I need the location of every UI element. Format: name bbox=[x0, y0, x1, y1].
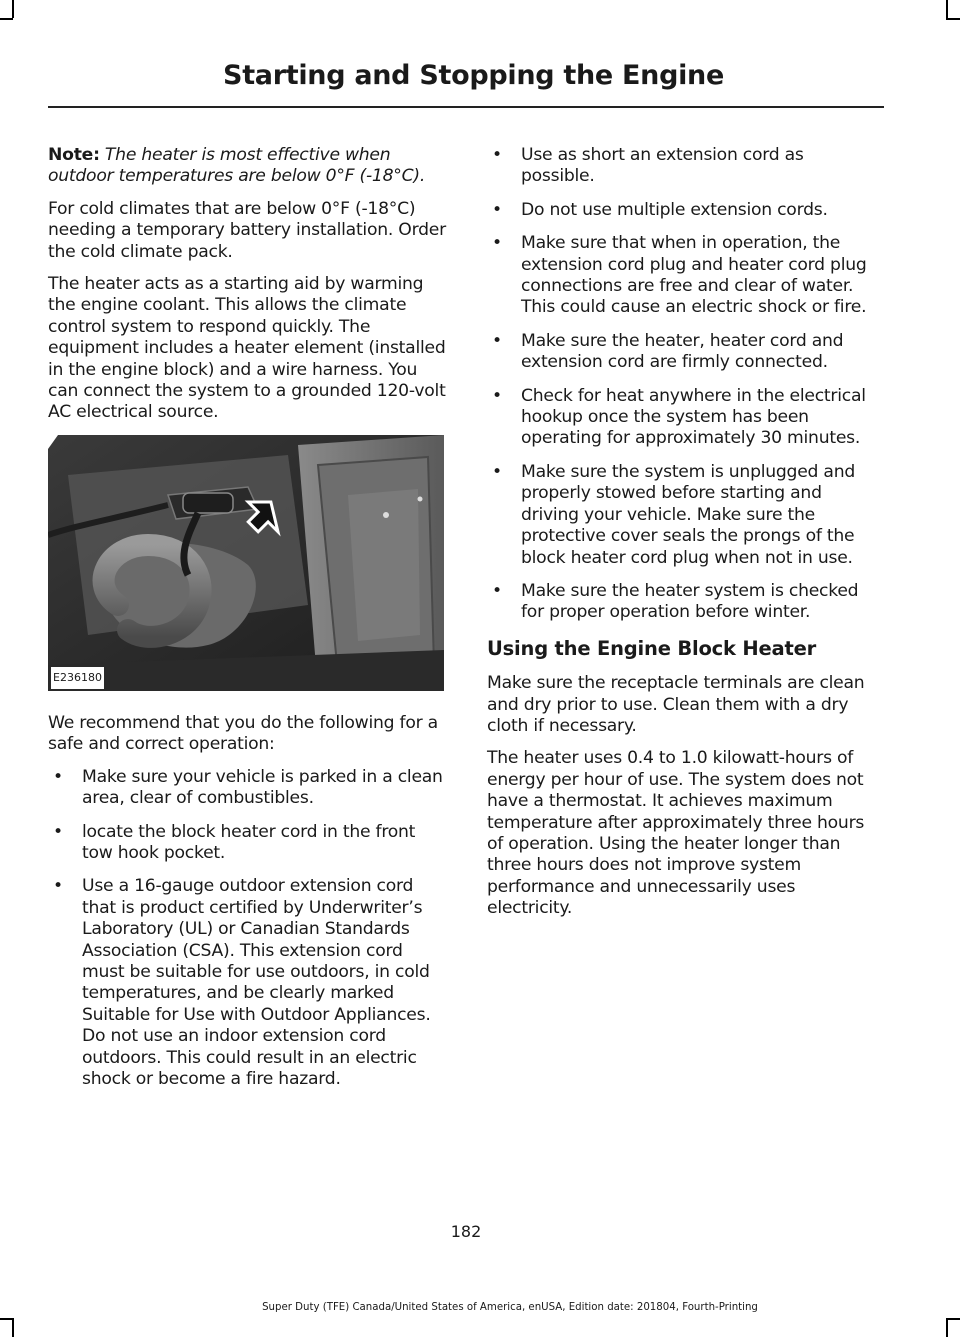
list-item bbox=[487, 331, 882, 374]
paragraph: We recommend that you do the following for a safe and correct operation: bbox=[48, 712, 438, 755]
bullet-marker: • bbox=[492, 385, 502, 406]
paragraph: The heater uses 0.4 to 1.0 kilowatt-hours of energy per hour of use. The system does not have a thermostat. It achieves maximum temperature after approximately three hours of operation. Using the heater longer than three hours does not improve system performance and unnecessarily uses electricity. bbox=[487, 748, 865, 919]
crop-mark bbox=[946, 1318, 948, 1337]
crop-mark bbox=[946, 18, 960, 20]
bullet-marker: • bbox=[492, 580, 502, 601]
block-heater-illustration bbox=[48, 435, 444, 691]
list-item bbox=[48, 876, 448, 1090]
right-column bbox=[487, 145, 882, 931]
list-item bbox=[487, 581, 882, 624]
paragraph: Make sure the receptacle terminals are clean and dry prior to use. Clean them with a dry cloth if necessary. bbox=[487, 673, 865, 736]
list-item bbox=[487, 233, 882, 319]
crop-mark bbox=[12, 1318, 14, 1337]
block-heater-figure bbox=[48, 435, 444, 691]
note bbox=[48, 145, 448, 188]
list-item bbox=[487, 200, 882, 221]
paragraph: The heater acts as a starting aid by warming the engine coolant. This allows the climate control system to respond quickly. The equipment includes a heater element (installed in the engine block) and a wire harness. You can connect the system to a grounded 120-volt AC electrical source. bbox=[48, 274, 446, 423]
paragraph: For cold climates that are below 0°F (-18°C) needing a temporary battery installation. Order the cold climate pack. bbox=[48, 198, 446, 262]
list-item-text: Use a 16-gauge outdoor extension cord that is product certified by Underwriter’s Laboratory (UL) or Canadian Standards Association (CSA). This extension cord must be suitable for use outdoors, in cold temperatures, and be clearly marked Suitable for Use with Outdoor Appliances. Do not use an indoor extension cord outdoors. This could result in an electric shock or become a fire hazard. bbox=[82, 876, 431, 1089]
list-item bbox=[487, 462, 882, 569]
list-item-text: Make sure the heater system is checked for proper operation before winter. bbox=[521, 580, 859, 623]
list-item-text: Check for heat anywhere in the electrical hookup once the system has been operating for approximately 30 minutes. bbox=[521, 385, 866, 449]
list-item-text: Use as short an extension cord as possible. bbox=[521, 145, 804, 187]
list-item-text: Do not use multiple extension cords. bbox=[521, 199, 828, 220]
crop-mark bbox=[946, 1318, 960, 1320]
bullet-marker: • bbox=[492, 233, 502, 254]
list-item bbox=[487, 145, 882, 188]
footer-text: Super Duty (TFE) Canada/United States of America, enUSA, Edition date: 201804, Fourth-Printing bbox=[262, 1302, 758, 1313]
note-label: Note: bbox=[48, 145, 100, 165]
note-text: The heater is most effective when outdoor temperatures are below 0°F (-18°C). bbox=[48, 145, 426, 187]
section-heading: Using the Engine Block Heater bbox=[487, 636, 817, 660]
bullet-marker: • bbox=[492, 461, 502, 482]
bullet-marker: • bbox=[492, 330, 502, 351]
header-divider bbox=[48, 106, 884, 108]
list-item bbox=[48, 822, 448, 865]
list-item-text: locate the block heater cord in the front tow hook pocket. bbox=[82, 821, 416, 863]
bullet-marker: • bbox=[492, 145, 502, 165]
page-title: Starting and Stopping the Engine bbox=[223, 60, 724, 91]
crop-mark bbox=[0, 1318, 13, 1320]
bullet-marker: • bbox=[53, 821, 63, 842]
figure-code: E236180 bbox=[51, 667, 104, 688]
bullet-list bbox=[487, 145, 882, 624]
bullet-list bbox=[48, 767, 448, 1091]
list-item bbox=[487, 386, 882, 450]
crop-mark bbox=[946, 0, 948, 18]
list-item-text: Make sure that when in operation, the extension cord plug and heater cord plug connections are free and clear of water. This could cause an electric shock or fire. bbox=[521, 233, 867, 318]
list-item-text: Make sure the heater, heater cord and extension cord are firmly connected. bbox=[521, 330, 844, 373]
list-item bbox=[48, 767, 448, 810]
left-column bbox=[48, 145, 448, 1102]
bullet-marker: • bbox=[492, 199, 502, 220]
bullet-marker: • bbox=[53, 876, 63, 897]
list-item-text: Make sure the system is unplugged and properly stowed before starting and driving your vehicle. Make sure the protective cover seals the prongs of the block heater cord plug when not in use. bbox=[521, 461, 855, 568]
page-number: 182 bbox=[450, 1222, 482, 1241]
crop-mark bbox=[0, 18, 13, 20]
bullet-marker: • bbox=[53, 766, 63, 787]
list-item-text: Make sure your vehicle is parked in a clean area, clear of combustibles. bbox=[82, 766, 443, 809]
crop-mark bbox=[12, 0, 14, 18]
